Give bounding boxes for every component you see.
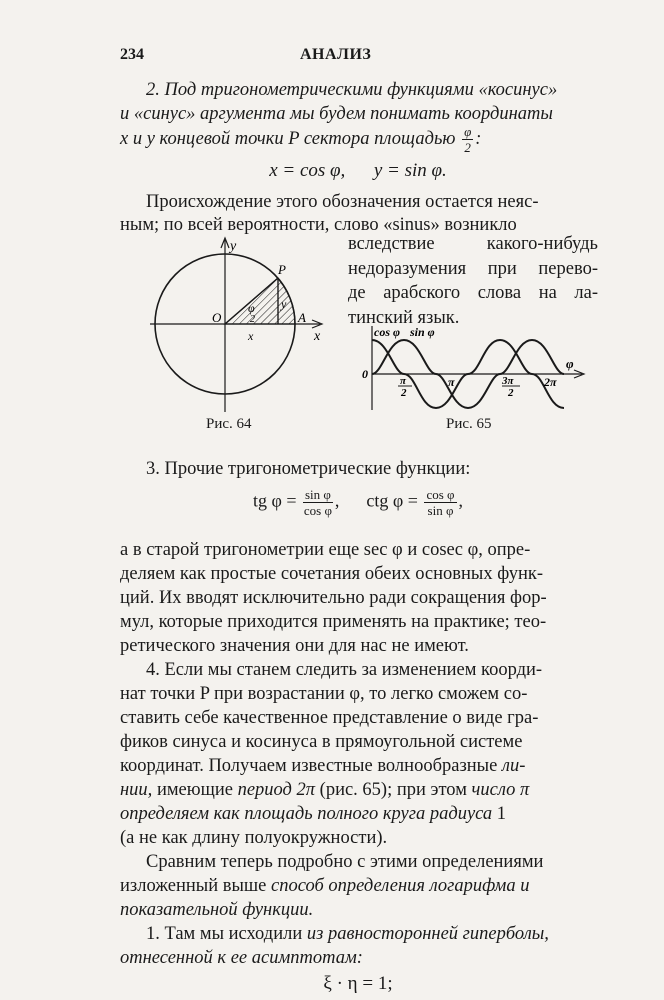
cmp-line-2 bbox=[120, 874, 596, 899]
ctg-end: , bbox=[458, 490, 464, 511]
colon: : bbox=[475, 128, 482, 149]
p4-line-6b: имеющие bbox=[156, 780, 233, 800]
old-line-4: мул, которые приходится применять на практике; тео- bbox=[120, 612, 547, 632]
figure-65-sin-cos-graph bbox=[358, 322, 590, 414]
page-number: 234 bbox=[120, 46, 144, 63]
origin-col-line-4: тинский язык. bbox=[348, 307, 460, 328]
label-phi: φ bbox=[248, 301, 255, 315]
label-two-pi: 2π bbox=[544, 375, 557, 389]
running-header: АНАЛИЗ bbox=[300, 46, 372, 63]
p4-line-3: ставить себе качественное представление о виде гра- bbox=[120, 708, 539, 728]
caption-fig-65: Рис. 65 bbox=[446, 416, 492, 432]
label-phi-axis: φ bbox=[566, 356, 574, 371]
p4-line-5 bbox=[120, 754, 596, 779]
cmp-line-2b: способ определения логарифма и bbox=[270, 876, 530, 896]
label-pi: π bbox=[448, 375, 455, 389]
eq-x: x = cos φ, bbox=[269, 160, 346, 181]
label-three-pi: 3π bbox=[502, 375, 514, 387]
equation-tg-ctg bbox=[120, 487, 596, 518]
old-line-3: ций. Их вводят исключительно ради сокращения фор- bbox=[120, 588, 547, 608]
figure-64-unit-circle bbox=[140, 232, 340, 422]
p2-line-1: 2. Под тригонометрическими функциями «косинус» bbox=[146, 80, 558, 100]
p1-line-1a: 1. Там мы исходили bbox=[146, 924, 303, 944]
p4-line-6d: (рис. 65); при этом bbox=[319, 780, 467, 800]
ctg-num: cos φ bbox=[426, 487, 455, 502]
label-graph-origin: 0 bbox=[362, 367, 368, 381]
cmp-line-2a: изложенный выше bbox=[120, 876, 267, 896]
label-pi-half: π bbox=[400, 375, 407, 387]
origin-line-2: ным; по всей вероятности, слово «sinus» возникло bbox=[120, 215, 517, 235]
label-y-seg: y bbox=[281, 297, 287, 311]
label-point-a: A bbox=[298, 310, 306, 325]
p4-line-4: фиков синуса и косинуса в прямоугольной системе bbox=[120, 732, 523, 752]
p1-line-1 bbox=[120, 922, 596, 947]
label-x-seg: x bbox=[248, 329, 254, 343]
old-line-2: деляем как простые сочетания обеих основных функ- bbox=[120, 564, 544, 584]
label-sin: sin φ bbox=[410, 325, 435, 339]
label-y-axis: y bbox=[230, 239, 237, 254]
cmp-line-1: Сравним теперь подробно с этими определениями bbox=[146, 852, 544, 872]
p2-line-2: и «синус» аргумента мы будем понимать координаты bbox=[120, 104, 553, 124]
origin-column bbox=[348, 232, 598, 330]
p4-line-7-text: определяем как площадь полного круга радиуса bbox=[120, 804, 493, 824]
tg-sep: , bbox=[334, 490, 340, 511]
p4-line-6c: период 2π bbox=[237, 780, 316, 800]
label-three-pi-den: 2 bbox=[508, 387, 514, 399]
p2-line-3 bbox=[120, 124, 596, 155]
p4-line-6e: число π bbox=[471, 780, 530, 800]
p1-line-2: отнесенной к ее асимптотам: bbox=[120, 948, 363, 968]
frac-den: 2 bbox=[464, 140, 471, 155]
origin-line-1: Происхождение этого обозначения остается неяс- bbox=[146, 192, 539, 212]
ctg-fraction bbox=[424, 487, 456, 518]
tg-den: cos φ bbox=[303, 503, 332, 518]
ctg-den: sin φ bbox=[427, 503, 454, 518]
label-point-p: P bbox=[278, 262, 286, 277]
old-line-5: ретического значения они для нас не имеют. bbox=[120, 636, 469, 656]
eq-y: y = sin φ. bbox=[373, 160, 447, 181]
p4-line-8: (а не как длину полуокружности). bbox=[120, 828, 388, 848]
p4-line-6a: нии, bbox=[120, 780, 153, 800]
equation-cos-sin bbox=[120, 160, 596, 182]
caption-fig-64: Рис. 64 bbox=[206, 416, 252, 432]
ctg-label: ctg φ = bbox=[366, 490, 418, 511]
tg-label: tg φ = bbox=[252, 490, 297, 511]
tg-fraction bbox=[303, 487, 333, 518]
p4-line-5a: координат. Получаем известные волнообразные bbox=[120, 756, 498, 776]
label-cos: cos φ bbox=[374, 325, 401, 339]
label-pi-half-den: 2 bbox=[401, 387, 407, 399]
p4-line-2: нат точки P при возрастании φ, то легко сможем со- bbox=[120, 684, 528, 704]
label-x-axis: x bbox=[314, 329, 321, 344]
p1-line-1b: из равносторонней гиперболы, bbox=[306, 924, 549, 944]
old-line-1: а в старой тригонометрии еще sec φ и cosec φ, опре- bbox=[120, 540, 531, 560]
origin-col-line-1: вследствие какого-нибудь bbox=[348, 234, 598, 254]
p4-line-7 bbox=[120, 802, 596, 827]
equation-hyperbola: ξ · η = 1; bbox=[323, 973, 393, 994]
tg-num: sin φ bbox=[304, 487, 331, 502]
cmp-line-3: показательной функции. bbox=[120, 900, 314, 920]
p2-line-3-text: x и y концевой точки P сектора площадью bbox=[120, 128, 456, 149]
p4-line-1: 4. Если мы станем следить за изменением коорди- bbox=[146, 660, 543, 680]
frac-num: φ bbox=[464, 124, 472, 139]
p4-line-5b: ли- bbox=[501, 756, 526, 776]
origin-col-line-2: недоразумения при перево- bbox=[348, 258, 598, 279]
label-origin: O bbox=[212, 310, 222, 325]
origin-col-line-3: де арабского слова на ла- bbox=[348, 283, 598, 303]
p4-line-7-one: 1 bbox=[496, 804, 507, 824]
label-half: 2 bbox=[250, 314, 255, 325]
p3-line: 3. Прочие тригонометрические функции: bbox=[146, 459, 471, 479]
phi-over-2-fraction bbox=[462, 124, 473, 155]
p4-line-6 bbox=[120, 778, 596, 803]
